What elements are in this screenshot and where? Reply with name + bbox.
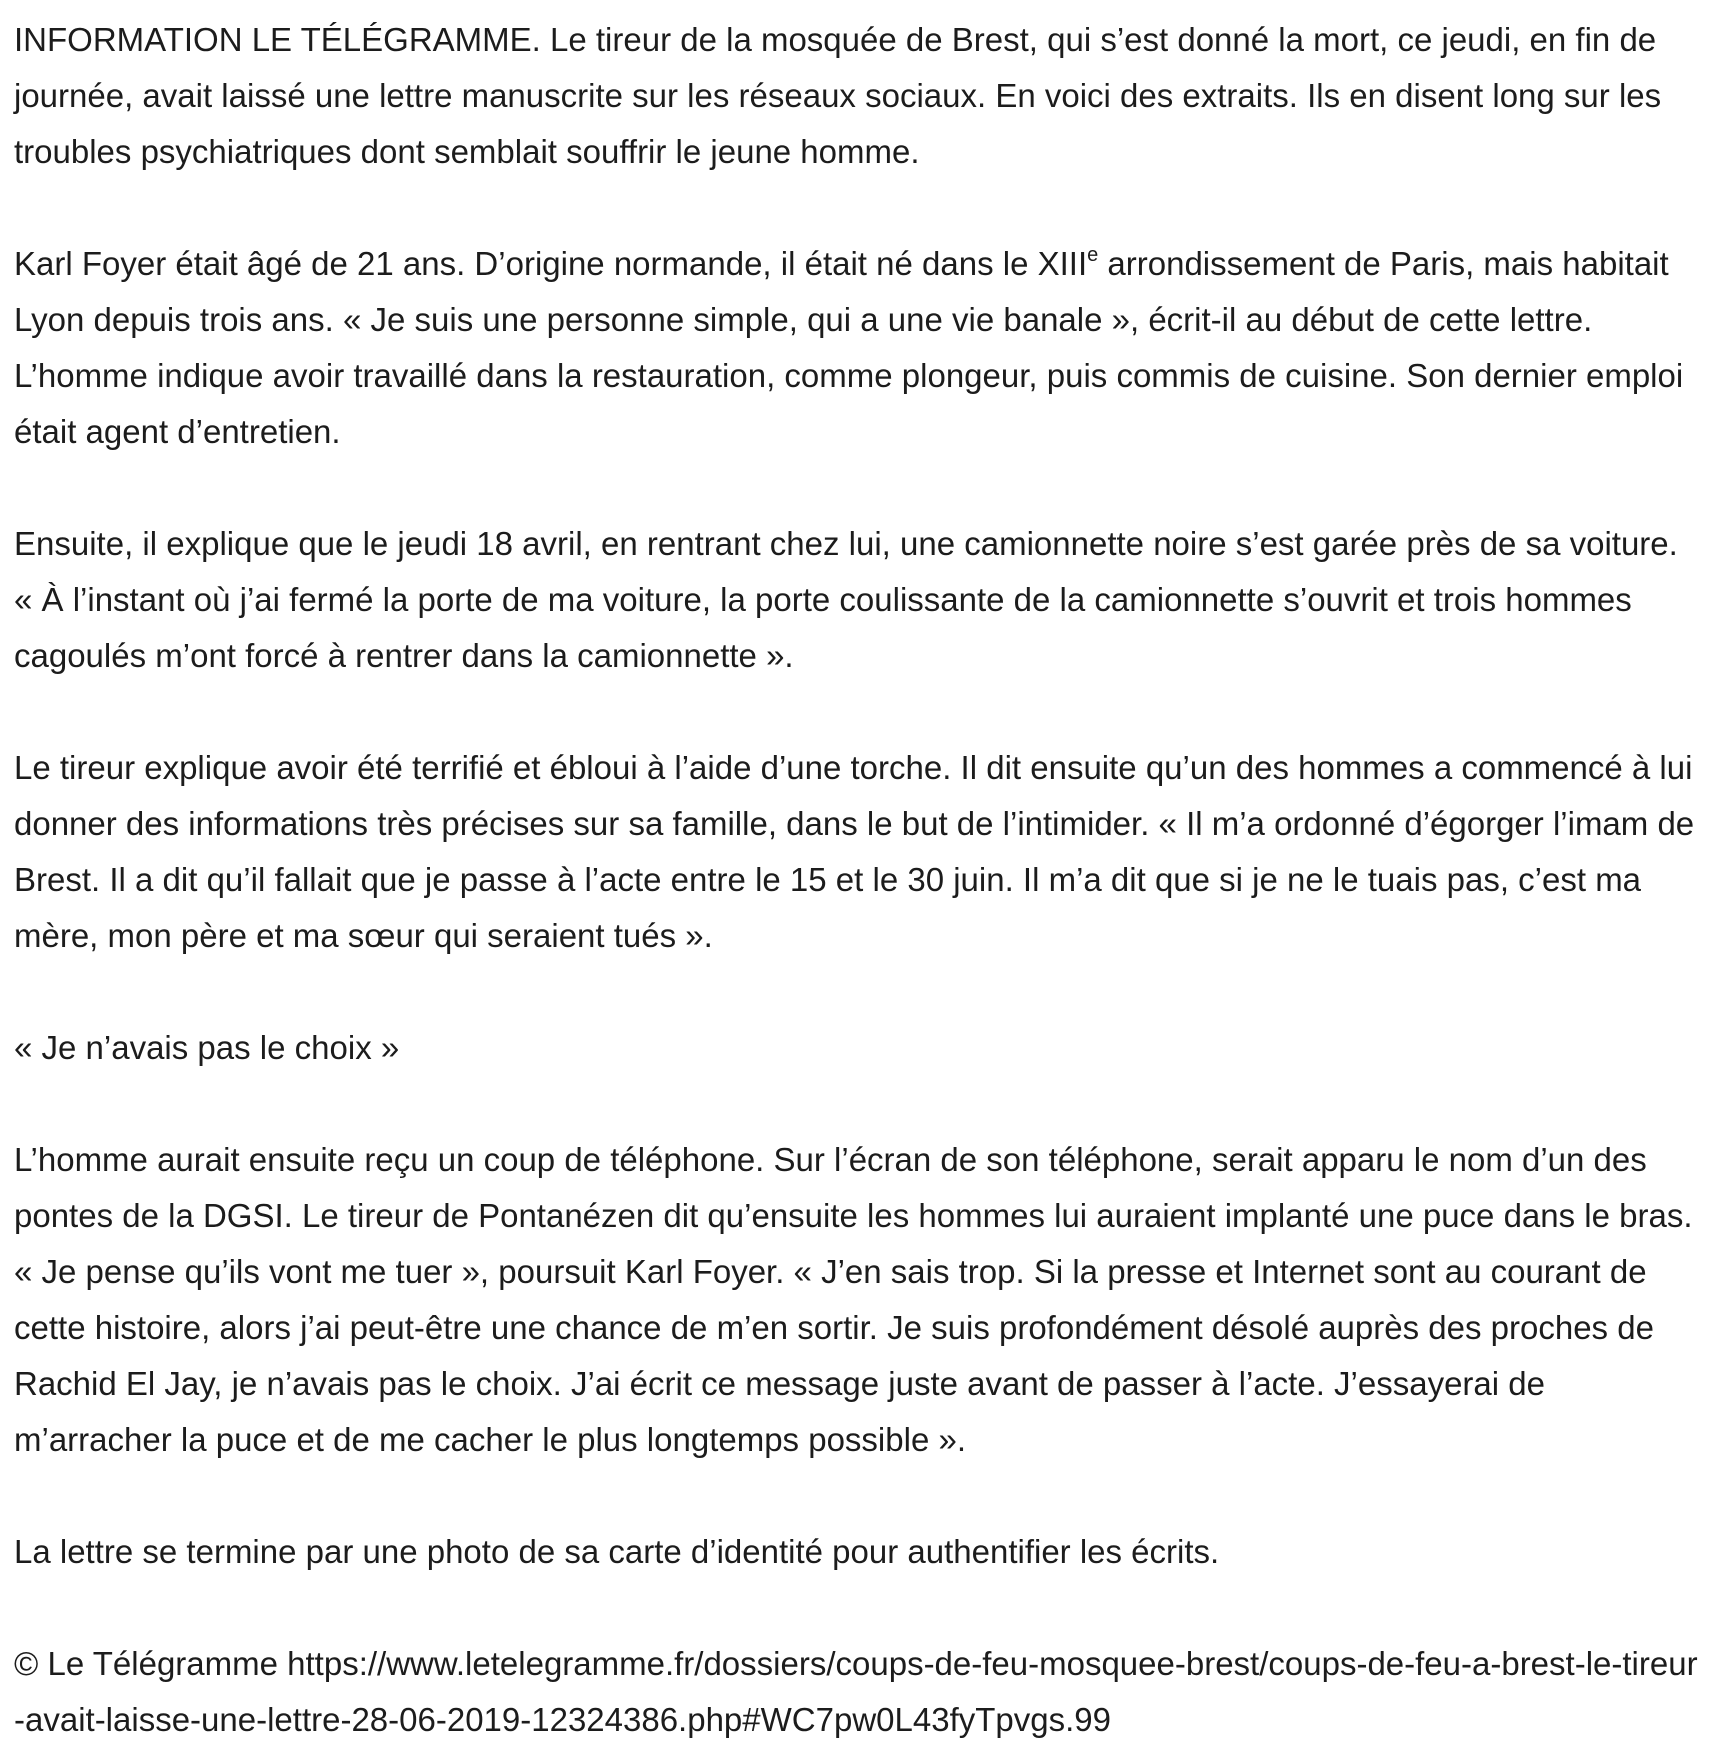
- paragraph-text: arrondissement de Paris, mais habitait Lyon depuis trois ans. « Je suis une personne simple, qui a une vie banale », écrit-il au début de cette lettre. L’homme indique avoir travaillé dans la restauration, comme plongeur, puis commis de cuisine. Son dernier emploi était agent d’entretien.: [14, 245, 1684, 450]
- paragraph-text: Karl Foyer était âgé de 21 ans. D’origine normande, il était né dans le XIII: [14, 245, 1088, 282]
- intro-paragraph: INFORMATION LE TÉLÉGRAMME. Le tireur de la mosquée de Brest, qui s’est donné la mort, ce jeudi, en fin de journée, avait laissé une lettre manuscrite sur les réseaux sociaux. En voici des extraits. Ils en disent long sur les troubles psychiatriques dont semblait souffrir le jeune homme.: [14, 21, 1662, 170]
- paragraph-menaces: Le tireur explique avoir été terrifié et ébloui à l’aide d’une torche. Il dit ensuite qu’un des hommes a commencé à lui donner des informations très précises sur sa famille, dans le but de l’intimider. « Il m’a ordonné d’égorger l’imam de Brest. Il a dit qu’il fallait que je passe à l’acte entre le 15 et le 30 juin. Il m’a dit que si je ne le tuais pas, c’est ma mère, mon père et ma sœur qui seraient tués ».: [14, 749, 1695, 954]
- article-body: [14, 12, 1704, 1748]
- paragraph-telephone: L’homme aurait ensuite reçu un coup de téléphone. Sur l’écran de son téléphone, serait apparu le nom d’un des pontes de la DGSI. Le tireur de Pontanézen dit qu’ensuite les hommes lui auraient implanté une puce dans le bras. « Je pense qu’ils vont me tuer », poursuit Karl Foyer. « J’en sais trop. Si la presse et Internet sont au courant de cette histoire, alors j’ai peut-être une chance de m’en sortir. Je suis profondément désolé auprès des proches de Rachid El Jay, je n’avais pas le choix. J’ai écrit ce message juste avant de passer à l’acte. J’essayerai de m’arracher la puce et de me cacher le plus longtemps possible ».: [14, 1141, 1693, 1458]
- paragraph-conclusion: La lettre se termine par une photo de sa carte d’identité pour authentifier les écrits.: [14, 1533, 1220, 1570]
- ordinal-superscript: e: [1087, 244, 1099, 266]
- source-citation: [14, 1636, 1704, 1748]
- paragraph-karl-foyer: [14, 236, 1704, 460]
- copyright-text: © Le Télégramme: [14, 1645, 288, 1682]
- source-link[interactable]: https://www.letelegramme.fr/dossiers/coups-de-feu-mosquee-brest/coups-de-feu-a-brest-le-tireur-avait-laisse-une-lettre-28-06-2019-12324386.php#WC7pw0L43fyTpvgs.99: [14, 1645, 1698, 1738]
- section-subheading: « Je n’avais pas le choix »: [14, 1029, 400, 1066]
- paragraph-camionnette: Ensuite, il explique que le jeudi 18 avril, en rentrant chez lui, une camionnette noire s’est garée près de sa voiture. « À l’instant où j’ai fermé la porte de ma voiture, la porte coulissante de la camionnette s’ouvrit et trois hommes cagoulés m’ont forcé à rentrer dans la camionnette ».: [14, 525, 1678, 674]
